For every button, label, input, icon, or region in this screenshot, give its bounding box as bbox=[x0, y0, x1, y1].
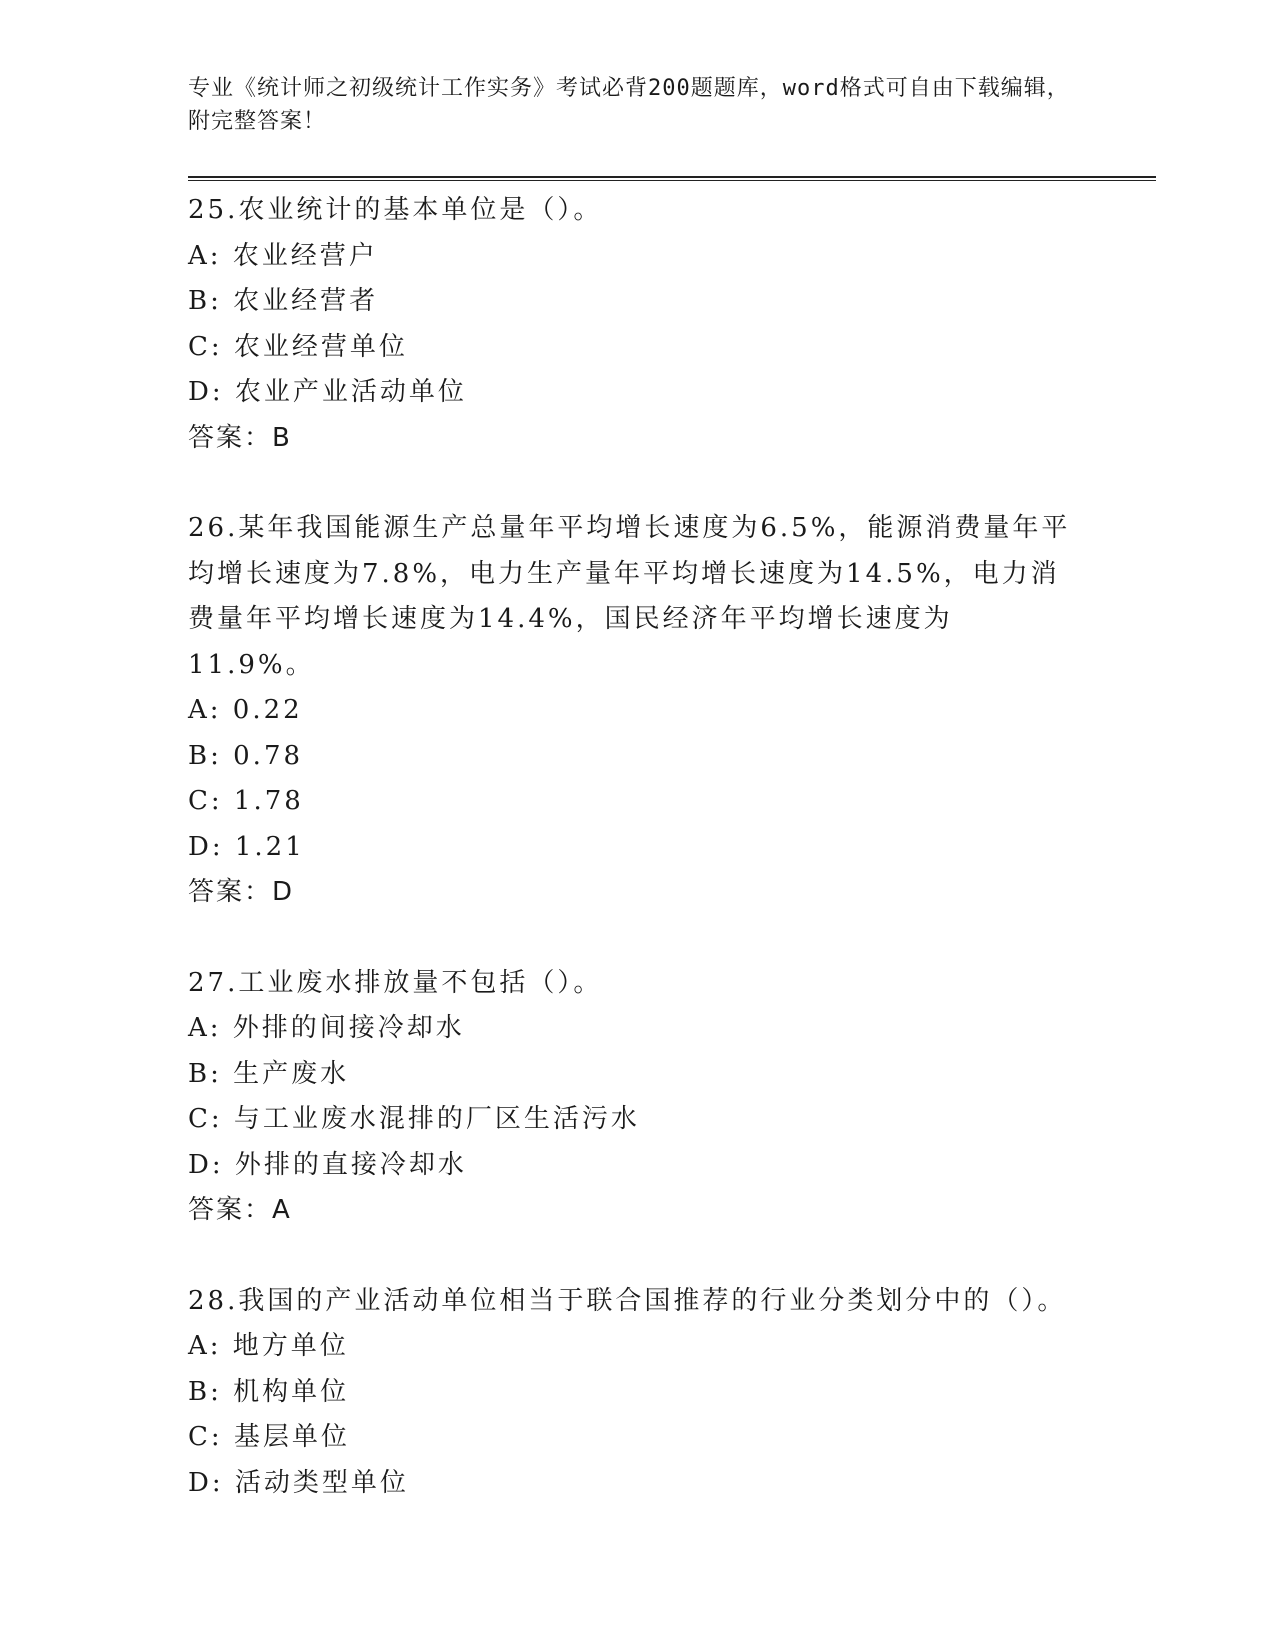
question-26 bbox=[188, 506, 1088, 916]
option-a: A: 外排的间接冷却水 bbox=[188, 1013, 465, 1043]
question-27 bbox=[188, 961, 1088, 1234]
option-b: B: 农业经营者 bbox=[188, 286, 379, 316]
question-gap bbox=[188, 1234, 1088, 1279]
question-gap bbox=[188, 916, 1088, 961]
option-d: D: 外排的直接冷却水 bbox=[188, 1149, 467, 1180]
question-stem: 25.农业统计的基本单位是（）。 bbox=[188, 195, 603, 225]
option-c: C: 1.78 bbox=[188, 786, 304, 816]
option-c: C: 农业经营单位 bbox=[188, 331, 408, 362]
option-d: D: 农业产业活动单位 bbox=[188, 377, 467, 407]
question-28 bbox=[188, 1279, 1088, 1507]
question-stem: 28.我国的产业活动单位相当于联合国推荐的行业分类划分中的（）。 bbox=[188, 1285, 1067, 1316]
option-c: C: 与工业废水混排的厂区生活污水 bbox=[188, 1104, 640, 1134]
header-divider bbox=[188, 176, 1156, 182]
option-b: B: 生产废水 bbox=[188, 1058, 350, 1089]
option-d: D: 1.21 bbox=[188, 831, 305, 862]
question-stem: 27.工业废水排放量不包括（）。 bbox=[188, 967, 603, 998]
question-stem: 26.某年我国能源生产总量年平均增长速度为6.5%，能源消费量年平均增长速度为7.8%，电力生产量年平均增长速度为14.5%，电力消费量年平均增长速度为14.4%，国民经济年平均增长速度为11.9%。 bbox=[188, 513, 1071, 680]
question-gap bbox=[188, 461, 1088, 506]
answer-label: 答案：A bbox=[188, 1195, 292, 1225]
answer-label: 答案：B bbox=[188, 422, 292, 453]
option-b: B: 机构单位 bbox=[188, 1376, 350, 1407]
option-a: A: 地方单位 bbox=[188, 1331, 349, 1361]
header-title: 专业《统计师之初级统计工作实务》考试必背200题题库，word格式可自由下载编辑，附完整答案！ bbox=[188, 76, 1070, 134]
question-25 bbox=[188, 188, 1088, 461]
document-header bbox=[188, 72, 1088, 138]
answer-label: 答案：D bbox=[188, 877, 295, 907]
option-b: B: 0.78 bbox=[188, 740, 304, 771]
option-a: A: 0.22 bbox=[188, 695, 303, 725]
option-d: D: 活动类型单位 bbox=[188, 1467, 409, 1498]
question-list bbox=[188, 188, 1088, 1506]
option-a: A: 农业经营户 bbox=[188, 240, 378, 271]
option-c: C: 基层单位 bbox=[188, 1422, 350, 1452]
